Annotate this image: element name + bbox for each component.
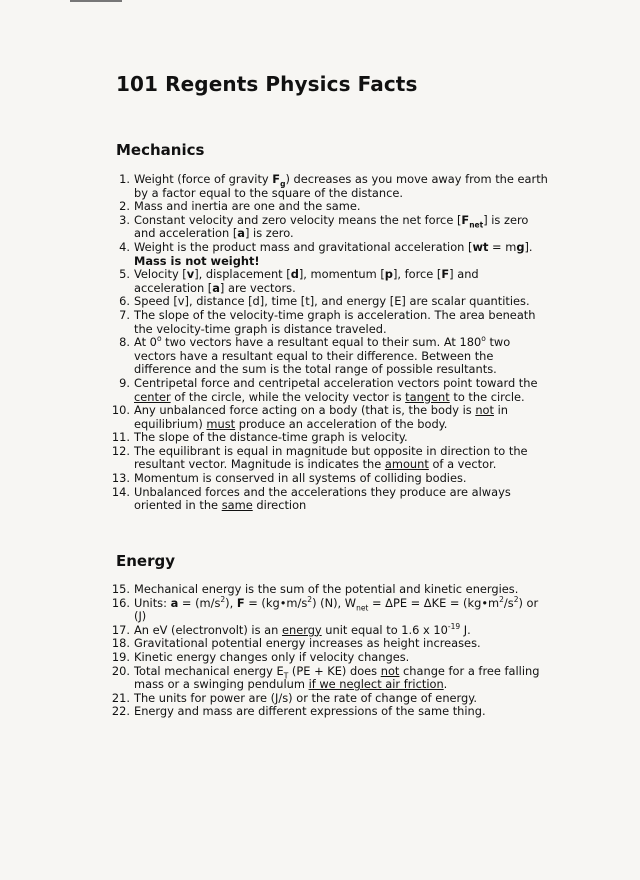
item-text: The units for power are (J/s) or the rate of change of energy.	[134, 690, 477, 705]
item-number: 10.	[111, 403, 130, 418]
list-item	[110, 309, 550, 336]
list-item	[110, 268, 550, 295]
item-number: 22.	[111, 704, 130, 719]
item-text: Any unbalanced force acting on a body (that is, the body is not in equilibrium) must produce an acceleration of the body.	[134, 403, 508, 431]
item-text: Gravitational potential energy increases as height increases.	[134, 636, 481, 651]
section-heading-mechanics: Mechanics	[116, 141, 205, 159]
list-item	[110, 637, 550, 651]
list-item	[110, 200, 550, 214]
list-item	[110, 594, 550, 624]
item-text: Kinetic energy changes only if velocity changes.	[134, 649, 410, 664]
list-item	[110, 621, 550, 638]
item-text: Momentum is conserved in all systems of colliding bodies.	[134, 471, 467, 486]
list-item	[110, 173, 550, 200]
mechanics-list	[110, 173, 550, 513]
item-number: 17.	[111, 622, 130, 637]
item-text: An eV (electronvolt) is an energy unit equal to 1.6 x $10^{-19}$ J.	[134, 621, 471, 637]
item-number: 18.	[111, 636, 130, 651]
item-number: 15.	[111, 582, 130, 596]
list-item	[110, 431, 550, 445]
item-number: 4.	[119, 239, 130, 254]
list-item	[110, 241, 550, 268]
item-text: The slope of the velocity-time graph is acceleration. The area beneath the velocity-time graph is distance traveled.	[134, 307, 536, 336]
scan-artifact-line	[70, 0, 122, 2]
item-text: Velocity [v], displacement [d], momentum [p], force [F] and acceleration [a] are vectors.	[134, 267, 479, 295]
list-item	[110, 404, 550, 431]
list-item	[110, 583, 550, 597]
item-number: 6.	[119, 294, 130, 309]
item-text: Speed [v], distance [d], time [t], and energy [E] are scalar quantities.	[134, 294, 530, 309]
item-number: 12.	[111, 443, 130, 458]
page-title: 101 Regents Physics Facts	[116, 72, 418, 96]
item-number: 13.	[111, 471, 130, 486]
list-item	[110, 486, 550, 513]
item-number: 16.	[111, 595, 130, 610]
item-number: 1.	[119, 172, 130, 186]
item-text: The equilibrant is equal in magnitude but opposite in direction to the resultant vector. Magnitude is indicates the amount of a vector.	[134, 443, 528, 472]
list-item	[110, 472, 550, 486]
item-text: Weight is the product mass and gravitational acceleration [wt = mg]. Mass is not weight!	[134, 239, 533, 268]
item-number: 19.	[111, 649, 130, 664]
item-text: The slope of the distance-time graph is velocity.	[134, 430, 408, 445]
item-text: Total mechanical energy $E_T$ (PE + KE) does not change for a free falling mass or a swinging pendulum if we neglect air friction.	[134, 663, 540, 692]
item-text: Constant velocity and zero velocity means the net force $[F_{net}]$ is zero and acceleration [a] is zero.	[134, 212, 529, 241]
item-number: 7.	[119, 307, 130, 322]
item-number: 9.	[119, 375, 130, 390]
item-number: 8.	[119, 335, 130, 350]
list-item	[110, 445, 550, 472]
item-text: Weight (force of gravity $F_g$) decreases as you move away from the earth by a factor equal to the square of the distance.	[134, 172, 548, 200]
item-number: 5.	[119, 267, 130, 282]
item-text: Units: $a = (m/s^2)$, $F = (kg•m/s^2)$ (N), $W_{net} = \Delta PE = \Delta KE$ = $(kg•m^2/s^2)$ or (J)	[134, 594, 539, 624]
list-item	[110, 665, 550, 692]
list-item	[110, 336, 550, 377]
list-item	[110, 377, 550, 404]
item-text: Centripetal force and centripetal acceleration vectors point toward the center of the circle, while the velocity vector is tangent to the circle.	[134, 375, 538, 404]
item-text: Mechanical energy is the sum of the potential and kinetic energies.	[134, 582, 519, 596]
item-text: Unbalanced forces and the accelerations they produce are always oriented in the same direction	[134, 484, 511, 513]
item-number: 3.	[119, 212, 130, 227]
section-heading-energy: Energy	[116, 552, 176, 570]
list-item	[110, 295, 550, 309]
item-text: Mass and inertia are one and the same.	[134, 199, 361, 214]
list-item	[110, 692, 550, 706]
item-text: Energy and mass are different expressions of the same thing.	[134, 704, 486, 719]
item-text: At 0$^o$ two vectors have a resultant equal to their sum. At 180$^o$ two vectors have a resultant equal to their difference. Between the difference and the sum is the total range of possible resultants.	[134, 334, 511, 377]
item-number: 21.	[111, 690, 130, 705]
list-item	[110, 705, 550, 719]
item-number: 14.	[111, 484, 130, 499]
item-number: 2.	[119, 199, 130, 214]
list-item	[110, 651, 550, 665]
item-number: 11.	[111, 430, 130, 445]
item-number: 20.	[111, 663, 130, 678]
energy-list	[110, 583, 550, 719]
list-item	[110, 214, 550, 241]
